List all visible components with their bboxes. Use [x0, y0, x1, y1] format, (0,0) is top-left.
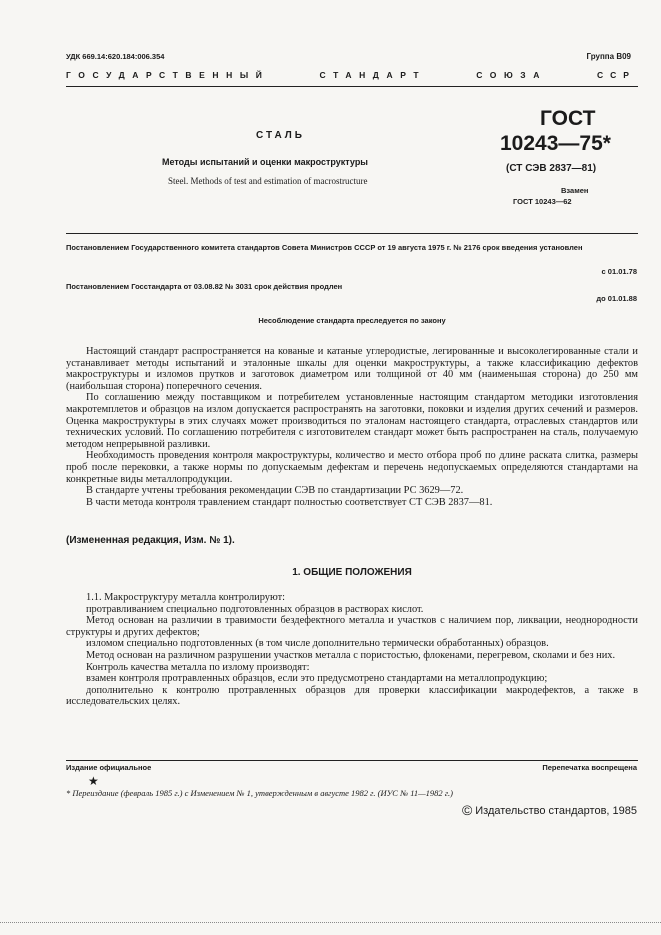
official-edition: Издание официальное — [66, 763, 152, 772]
title-rule — [66, 233, 638, 234]
group-code: Группа В09 — [586, 52, 631, 61]
paragraph: взамен контроля протравленных образцов, если это предусмотрено стандартами на металлопродукцию; — [86, 673, 548, 685]
header-rule — [66, 86, 638, 87]
paragraph: Метод основан на различном разрушении участков металла с пористостью, флокенами, перегревом, сколами и без них. — [86, 649, 616, 661]
introduction — [66, 346, 638, 508]
reprint-prohibited: Перепечатка воспрещена — [542, 763, 637, 772]
headline-word: СТАНДАРТ — [319, 70, 427, 80]
document-subtitle: Методы испытаний и оценки макроструктуры — [162, 157, 368, 167]
copyright-icon: © — [461, 802, 473, 818]
document-title: СТАЛЬ — [256, 130, 305, 141]
star-icon: ★ — [88, 774, 99, 788]
paragraph: В части метода контроля травлением стандарт полностью соответствует СТ СЭВ 2837—81. — [86, 496, 493, 508]
headline-word: СОЮЗА — [476, 70, 547, 80]
paragraph: протравливанием специально подготовленных образцов в растворах кислот. — [86, 603, 424, 615]
paragraph: дополнительно к контролю протравленных образцов для проверки классификации макродефектов, а также в исследовательских целях. — [66, 684, 638, 708]
section-general — [66, 592, 638, 708]
gost-number: 10243—75* — [500, 132, 611, 155]
st-sev-number: (СТ СЭВ 2837—81) — [506, 163, 597, 174]
extended-date: до 01.01.88 — [596, 294, 637, 303]
resolution-introduction: Постановлением Государственного комитета стандартов Совета Министров СССР от 19 августа 1975 г. № 2176 срок введения установлен — [66, 243, 583, 252]
reissue-footnote: * Переиздание (февраль 1985 г.) с Изменением № 1, утвержденным в августе 1982 г. (ИУС № 11—1982 г.) — [66, 788, 453, 798]
effective-date: с 01.01.78 — [601, 267, 637, 276]
copyright-text: Издательство стандартов, 1985 — [475, 805, 637, 817]
paragraph: изломом специально подготовленных (в том числе дополнительно термически обработанных) образцов. — [86, 638, 549, 650]
paragraph: По соглашению между поставщиком и потребителем установленные настоящим стандартом методики изготовления макротемплетов и образцов на излом допускается распространять на заготовки, поковки и изделия других сечений и размеров. Оценка макроструктуры в этих случаях может производиться по эталонам настоящего стандарта, отраслевых стандартов или технических условий. По соглашению потребителя с изготовителем стандарт может быть распространен на сталь, получаемую методом непрерывной разливки. — [66, 392, 638, 450]
headline-word: ССР — [597, 70, 636, 80]
copyright — [462, 802, 637, 818]
section-heading: 1. ОБЩИЕ ПОЛОЖЕНИЯ — [292, 567, 412, 578]
state-standard-headline — [66, 70, 636, 80]
replaced-standard: ГОСТ 10243—62 — [513, 197, 572, 206]
paragraph: Метод основан на различии в травимости бездефектного металла и участков с наличием пор, ликвации, неоднородности структуры и других дефектов; — [66, 615, 638, 638]
footer-rule — [66, 760, 638, 761]
paragraph: Контроль качества металла по излому производят: — [86, 661, 310, 673]
udk-code: УДК 669.14:620.184:006.354 — [66, 52, 165, 61]
amendment-note: (Измененная редакция, Изм. № 1). — [66, 535, 235, 546]
legal-warning: Несоблюдение стандарта преследуется по закону — [258, 316, 446, 325]
paragraph: Необходимость проведения контроля макроструктуры, количество и место отбора проб по длине раската слитка, размеры проб после перековки, а также нормы по допускаемым дефектам и перечень недопускаемых определяются стандартами на конкретные виды металлопродукции. — [66, 450, 638, 485]
paragraph: Настоящий стандарт распространяется на кованые и катаные углеродистые, легированные и высоколегированные стали и устанавливает методы испытаний и эталонные шкалы для оценки макроструктуры, а также классификацию дефектов макроструктуры и изломов прутков и заготовок диаметром или толщиной от 40 мм (наименьшая сторона) до 250 мм (наибольшая сторона) поперечного сечения. — [66, 346, 638, 392]
scan-edge — [0, 922, 661, 927]
headline-word: ГОСУДАРСТВЕННЫЙ — [66, 70, 270, 80]
english-title: Steel. Methods of test and estimation of macrostructure — [168, 176, 368, 186]
resolution-extension: Постановлением Госстандарта от 03.08.82 № 3031 срок действия продлен — [66, 282, 343, 291]
paragraph: В стандарте учтены требования рекомендации СЭВ по стандартизации РС 3629—72. — [86, 485, 464, 497]
replaced-label: Взамен — [561, 186, 589, 195]
gost-label: ГОСТ — [540, 107, 596, 130]
paragraph: 1.1. Макроструктуру металла контролируют: — [86, 592, 286, 603]
